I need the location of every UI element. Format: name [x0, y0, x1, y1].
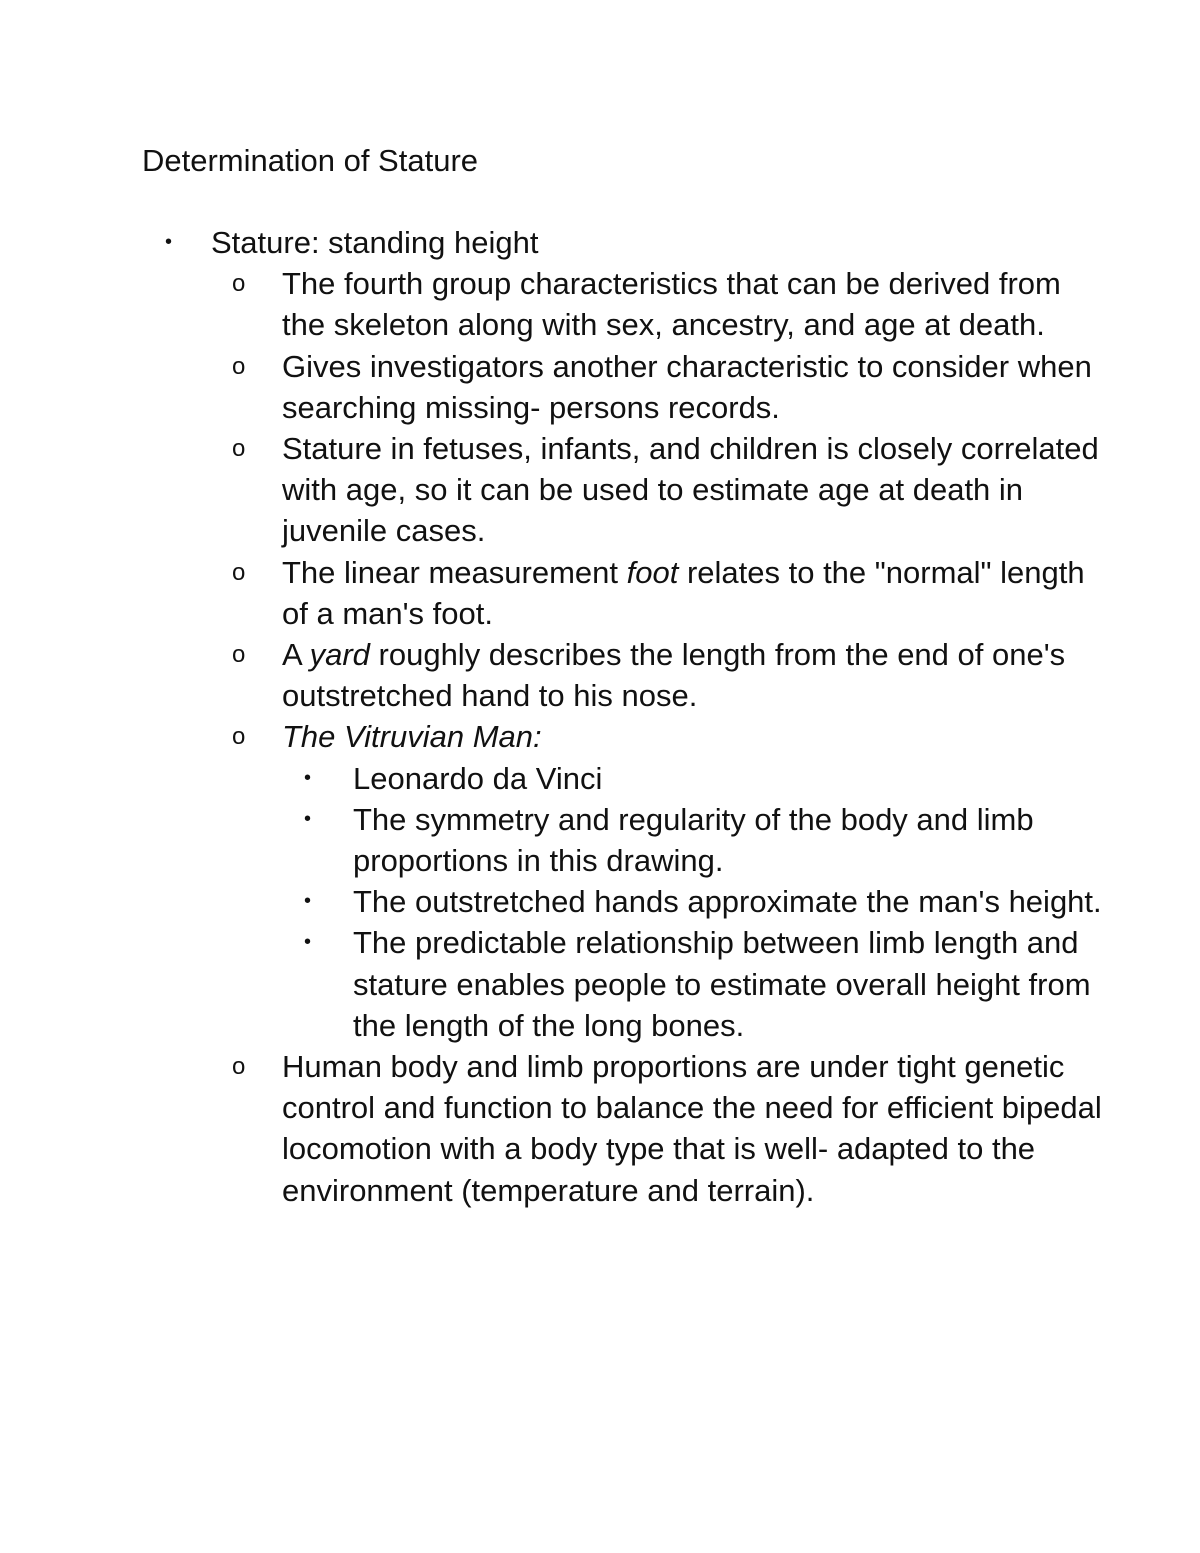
point-text: The symmetry and regularity of the body and limb proportions in this drawing.	[353, 801, 1034, 879]
point-text: Stature in fetuses, infants, and children is closely correlated with age, so it can be used to estimate age at death in juvenile cases.	[282, 431, 1099, 549]
outline-list	[142, 222, 1102, 1211]
list-item	[282, 758, 1102, 799]
bullet-circle-icon: o	[232, 641, 246, 669]
point-text: Leonardo da Vinci	[353, 760, 603, 796]
list-item	[282, 922, 1102, 1046]
list-item	[282, 799, 1102, 881]
bullet-circle-icon: o	[232, 723, 246, 751]
bullet-circle-icon: o	[232, 270, 246, 298]
vitruvian-sublist	[282, 758, 1102, 1046]
point-text-before: A	[282, 637, 310, 673]
bullet-dot-icon: •	[304, 766, 312, 789]
point-text: The outstretched hands approximate the man's height.	[353, 884, 1102, 920]
bullet-dot-icon: •	[165, 231, 173, 253]
stature-sublist	[211, 263, 1102, 1211]
bullet-circle-icon: o	[232, 1053, 246, 1081]
list-item	[211, 346, 1102, 428]
vitruvian-heading: The Vitruvian Man:	[282, 719, 542, 755]
list-item	[211, 263, 1102, 345]
point-text: The predictable relationship between limb length and stature enables people to estimate overall height from the length of the long bones.	[353, 925, 1091, 1043]
point-text: Human body and limb proportions are under tight genetic control and function to balance the need for efficient bipedal locomotion with a body type that is well- adapted to the environment (temperature and terrain).	[282, 1049, 1102, 1208]
point-text: Gives investigators another characteristic to consider when searching missing- persons records.	[282, 348, 1092, 425]
list-item	[211, 1046, 1102, 1211]
list-item-stature	[142, 222, 1102, 1211]
bullet-dot-icon: •	[304, 890, 312, 913]
bullet-dot-icon: •	[304, 807, 312, 830]
stature-label: Stature: standing height	[211, 225, 539, 260]
point-text-after: relates to the "normal" length of a man's foot.	[282, 554, 1085, 631]
point-text-before: The linear measurement	[282, 554, 627, 590]
italic-term-yard: yard	[309, 637, 370, 673]
point-text: The fourth group characteristics that can be derived from the skeleton along with sex, ancestry, and age at death.	[282, 266, 1061, 343]
bullet-circle-icon: o	[232, 435, 246, 463]
list-item	[211, 428, 1102, 552]
bullet-circle-icon: o	[232, 352, 246, 380]
page-title: Determination of Stature	[142, 143, 479, 178]
list-item	[211, 634, 1102, 716]
list-item	[282, 881, 1102, 922]
bullet-circle-icon: o	[232, 558, 246, 586]
list-item-vitruvian	[211, 716, 1102, 1046]
bullet-dot-icon: •	[304, 931, 312, 954]
italic-term-foot: foot	[626, 554, 679, 590]
list-item	[211, 552, 1102, 634]
point-text-after: roughly describes the length from the end of one's outstretched hand to his nose.	[282, 637, 1066, 714]
